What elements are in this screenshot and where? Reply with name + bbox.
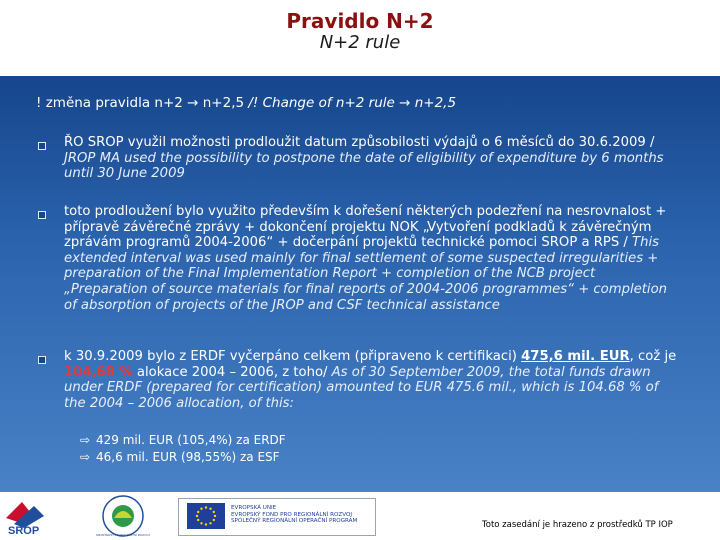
item-czech: ŘO SROP využil možnosti prodloužit datum způsobilosti výdajů o 6 měsíců do 30.6.2009 / bbox=[64, 135, 655, 150]
eu-flag-icon bbox=[187, 503, 225, 529]
heading-english: /! Change of n+2 rule → n+2,5 bbox=[244, 95, 457, 111]
arrow-right-icon: ⇨ bbox=[80, 450, 91, 464]
sub-item-text: 46,6 mil. EUR (98,55%) za ESF bbox=[96, 450, 280, 464]
item-czech: , což je bbox=[629, 349, 677, 364]
amount-highlight: 475,6 mil. EUR bbox=[521, 349, 630, 364]
eu-line: EVROPSKÝ FOND PRO REGIONÁLNÍ ROZVOJ bbox=[231, 511, 353, 518]
item-english: This extended interval was used mainly for final settlement of some suspected irregularities + preparation of the Final Implementation Report + completion of the NCB project „Preparation of source materials for final reports of 2004-2006 programmes“ + completion of absorption of projects of the JROP and CSF technical assistance bbox=[64, 235, 668, 313]
funding-note: Toto zasedání je hrazeno z prostředků TP IOP bbox=[482, 520, 673, 530]
slide-subtitle: N+2 rule bbox=[319, 32, 401, 53]
bullet-square-icon bbox=[38, 142, 46, 150]
heading-czech: ! změna pravidla n+2 → n+2,5 bbox=[36, 95, 245, 111]
list-item bbox=[64, 349, 682, 411]
bullet-square-icon bbox=[38, 356, 46, 364]
ministry-logo bbox=[96, 494, 150, 538]
list-item bbox=[64, 204, 682, 313]
item-czech: toto prodloužení bylo využito především k dořešení některých podezření na nesrovnalost + přípravě závěrečné zprávy + dokončení projektu NOK „Vytvoření podkladů k závěrečným zprávám programů 2004-2006“ + dočerpání projektů technické pomoci SROP a RPS / bbox=[64, 204, 667, 251]
sub-item-text: 429 mil. EUR (105,4%) za ERDF bbox=[96, 433, 286, 447]
item-english: As of 30 September 2009, the total funds drawn under ERDF (prepared for certification) amounted to EUR 475.6 mil., which is 104.68 % of the 2004 – 2006 allocation, of this: bbox=[64, 364, 659, 411]
item-czech: k 30.9.2009 bylo z ERDF vyčerpáno celkem (připraveno k certifikaci) bbox=[64, 349, 522, 364]
slide-header bbox=[0, 0, 720, 72]
slide-title: Pravidlo N+2 bbox=[286, 9, 434, 33]
footer bbox=[0, 492, 720, 540]
srop-logo bbox=[0, 498, 56, 536]
item-czech: alokace 2004 – 2006, z toho/ bbox=[132, 364, 328, 380]
list-item bbox=[64, 135, 682, 182]
eu-line: SPOLEČNÝ REGIONÁLNÍ OPERAČNÍ PROGRAM bbox=[231, 518, 358, 524]
content-panel bbox=[0, 76, 720, 492]
percent-highlight: 104,68 % bbox=[64, 364, 133, 380]
eu-line: EVROPSKÁ UNIE bbox=[231, 505, 277, 511]
srop-logo-text: SROP bbox=[8, 525, 40, 537]
sub-list-item bbox=[80, 449, 280, 465]
item-english: JROP MA used the possibility to postpone the date of eligibility of expenditure by 6 months until 30 June 2009 bbox=[64, 150, 664, 182]
ministry-logo-text: MINISTERSTVO PRO MÍSTNÍ ROZVOJ bbox=[96, 533, 150, 537]
eu-text-block bbox=[231, 505, 357, 525]
section-heading bbox=[36, 94, 456, 112]
bullet-square-icon bbox=[38, 211, 46, 219]
arrow-right-icon: ⇨ bbox=[80, 433, 91, 447]
eu-logo-box bbox=[178, 498, 376, 536]
sub-list-item bbox=[80, 432, 286, 448]
